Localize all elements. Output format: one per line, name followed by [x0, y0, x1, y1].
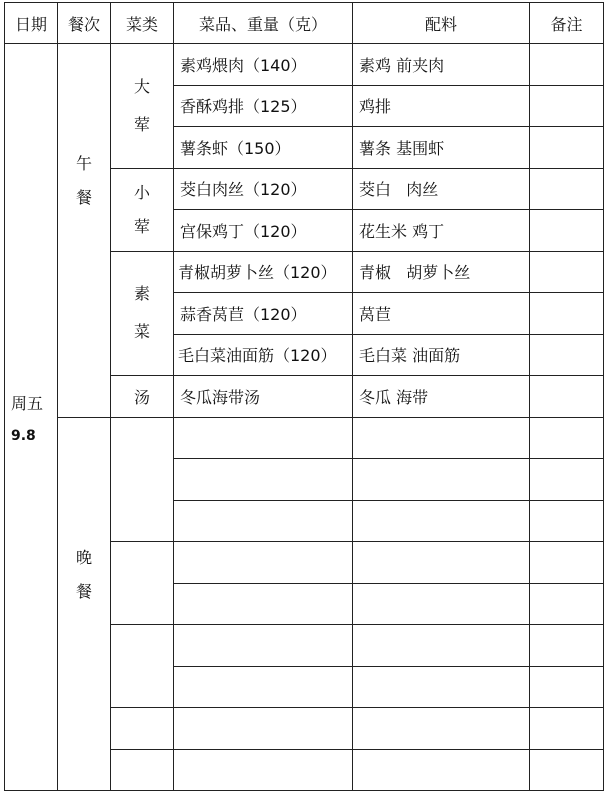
header-category: 菜类 — [111, 3, 174, 44]
category-big-meat — [111, 44, 174, 169]
notes-cell — [530, 293, 604, 335]
ingredients-cell — [353, 708, 530, 750]
ingredients-cell — [353, 583, 530, 625]
notes-cell — [530, 251, 604, 293]
dish-cell — [174, 459, 353, 501]
dinner-category-cell — [111, 542, 174, 625]
ingredients-cell: 素鸡 前夹肉 — [353, 44, 530, 86]
notes-cell — [530, 376, 604, 418]
header-date: 日期 — [5, 3, 58, 44]
dinner-category-cell — [111, 417, 174, 542]
notes-cell — [530, 625, 604, 667]
header-ingredients: 配料 — [353, 3, 530, 44]
notes-cell — [530, 334, 604, 376]
ingredients-cell: 冬瓜 海带 — [353, 376, 530, 418]
ingredients-cell: 毛白菜 油面筋 — [353, 334, 530, 376]
date-day: 9.8 — [11, 427, 36, 444]
category-vegetable-top: 素 — [133, 284, 150, 304]
dish-cell: 青椒胡萝卜丝（120） — [174, 251, 353, 293]
notes-cell — [530, 542, 604, 584]
meal-dinner — [58, 417, 111, 791]
dish-cell — [174, 583, 353, 625]
dish-cell — [174, 542, 353, 584]
category-small-meat — [111, 168, 174, 251]
ingredients-cell — [353, 625, 530, 667]
header-meal: 餐次 — [58, 3, 111, 44]
ingredients-cell — [353, 500, 530, 542]
dish-cell: 薯条虾（150） — [174, 127, 353, 169]
header-dish: 菜品、重量（克） — [174, 3, 353, 44]
category-soup: 汤 — [111, 376, 174, 418]
ingredients-cell: 莴苣 — [353, 293, 530, 335]
ingredients-cell: 薯条 基围虾 — [353, 127, 530, 169]
dish-cell — [174, 500, 353, 542]
menu-table — [4, 2, 604, 791]
meal-lunch — [58, 44, 111, 418]
category-vegetable-bottom: 菜 — [133, 322, 150, 342]
dish-cell — [174, 666, 353, 708]
table-row — [5, 44, 604, 86]
meal-dinner-bottom: 餐 — [75, 581, 92, 601]
notes-cell — [530, 85, 604, 127]
notes-cell — [530, 417, 604, 459]
notes-cell — [530, 459, 604, 501]
meal-dinner-top: 晚 — [75, 547, 92, 567]
dish-cell — [174, 417, 353, 459]
ingredients-cell: 花生米 鸡丁 — [353, 210, 530, 252]
dish-cell: 素鸡煨肉（140） — [174, 44, 353, 86]
dish-cell — [174, 625, 353, 667]
ingredients-cell — [353, 666, 530, 708]
dish-cell — [174, 708, 353, 750]
ingredients-cell: 茭白 肉丝 — [353, 168, 530, 210]
dish-cell: 茭白肉丝（120） — [174, 168, 353, 210]
dinner-category-cell — [111, 625, 174, 708]
category-small-meat-bottom: 荤 — [133, 216, 150, 236]
notes-cell — [530, 500, 604, 542]
category-big-meat-bottom: 荤 — [133, 114, 150, 134]
dish-cell: 宫保鸡丁（120） — [174, 210, 353, 252]
date-cell — [5, 44, 58, 791]
ingredients-cell: 鸡排 — [353, 85, 530, 127]
dish-cell: 蒜香莴苣（120） — [174, 293, 353, 335]
ingredients-cell — [353, 417, 530, 459]
dish-cell: 毛白菜油面筋（120） — [174, 334, 353, 376]
notes-cell — [530, 666, 604, 708]
notes-cell — [530, 708, 604, 750]
header-row — [5, 3, 604, 44]
dish-cell: 香酥鸡排（125） — [174, 85, 353, 127]
dinner-category-cell — [111, 708, 174, 750]
ingredients-cell: 青椒 胡萝卜丝 — [353, 251, 530, 293]
ingredients-cell — [353, 542, 530, 584]
date-weekday: 周五 — [11, 393, 44, 413]
notes-cell — [530, 583, 604, 625]
dish-cell: 冬瓜海带汤 — [174, 376, 353, 418]
category-big-meat-top: 大 — [133, 76, 150, 96]
table-row — [5, 417, 604, 459]
ingredients-cell — [353, 749, 530, 791]
notes-cell — [530, 127, 604, 169]
category-small-meat-top: 小 — [133, 182, 150, 202]
notes-cell — [530, 44, 604, 86]
dish-cell — [174, 749, 353, 791]
meal-lunch-bottom: 餐 — [75, 188, 92, 207]
dinner-category-cell — [111, 749, 174, 791]
notes-cell — [530, 749, 604, 791]
meal-lunch-top: 午 — [75, 154, 92, 173]
notes-cell — [530, 210, 604, 252]
category-vegetable — [111, 251, 174, 376]
notes-cell — [530, 168, 604, 210]
ingredients-cell — [353, 459, 530, 501]
header-notes: 备注 — [530, 3, 604, 44]
